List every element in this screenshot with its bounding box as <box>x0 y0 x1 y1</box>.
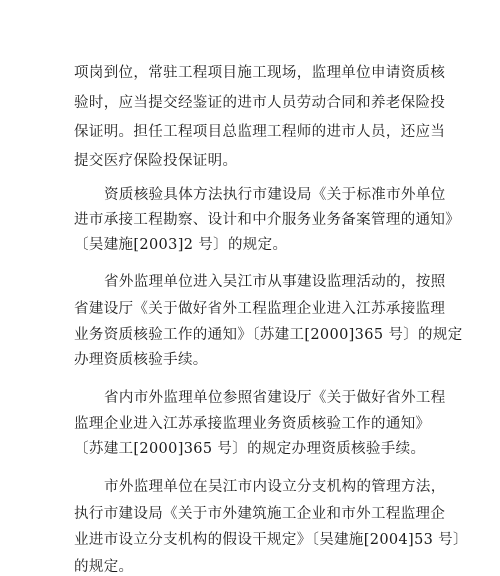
paragraph-line: 省建设厅《关于做好省外工程监理企业进入江苏承接监理 <box>74 301 446 317</box>
paragraph-line: 业进市设立分支机构的假设干规定》〔吴建施[2004]53 号〕 <box>74 532 468 548</box>
paragraph-line: 验时，应当提交经鉴证的进市人员劳动合同和养老保险投 <box>74 95 446 111</box>
paragraph-line: 保证明。担任工程项目总监理工程师的进市人员，还应当 <box>74 124 446 140</box>
paragraph-line: 〔吴建施[2003]2 号〕的规定。 <box>74 237 288 253</box>
paragraph-line: 执行市建设局《关于市外建筑施工企业和市外工程监理企 <box>74 506 446 522</box>
paragraph-line: 省外监理单位进入吴江市从事建设监理活动的，按照 <box>104 274 446 290</box>
paragraph-line: 办理资质核验手续。 <box>74 352 208 368</box>
paragraph-line: 资质核验具体方法执行市建设局《关于标准市外单位 <box>104 187 446 203</box>
paragraph-line: 业务资质核验工作的通知》〔苏建工[2000]365 号〕的规定 <box>74 327 463 343</box>
paragraph-line: 项岗到位，常驻工程项目施工现场，监理单位申请资质核 <box>74 65 446 81</box>
paragraph-line: 的规定。 <box>74 559 134 575</box>
paragraph-line: 提交医疗保险投保证明。 <box>74 153 238 169</box>
paragraph-line: 进市承接工程勘察、设计和中介服务业务备案管理的通知》 <box>74 212 461 228</box>
paragraph-line: 市外监理单位在吴江市内设立分支机构的管理方法， <box>104 479 446 495</box>
paragraph-line: 省内市外监理单位参照省建设厅《关于做好省外工程 <box>104 390 446 406</box>
paragraph-line: 〔苏建工[2000]365 号〕的规定办理资质核验手续。 <box>74 441 426 457</box>
paragraph-line: 监理企业进入江苏承接监理业务资质核验工作的通知》 <box>74 416 431 432</box>
